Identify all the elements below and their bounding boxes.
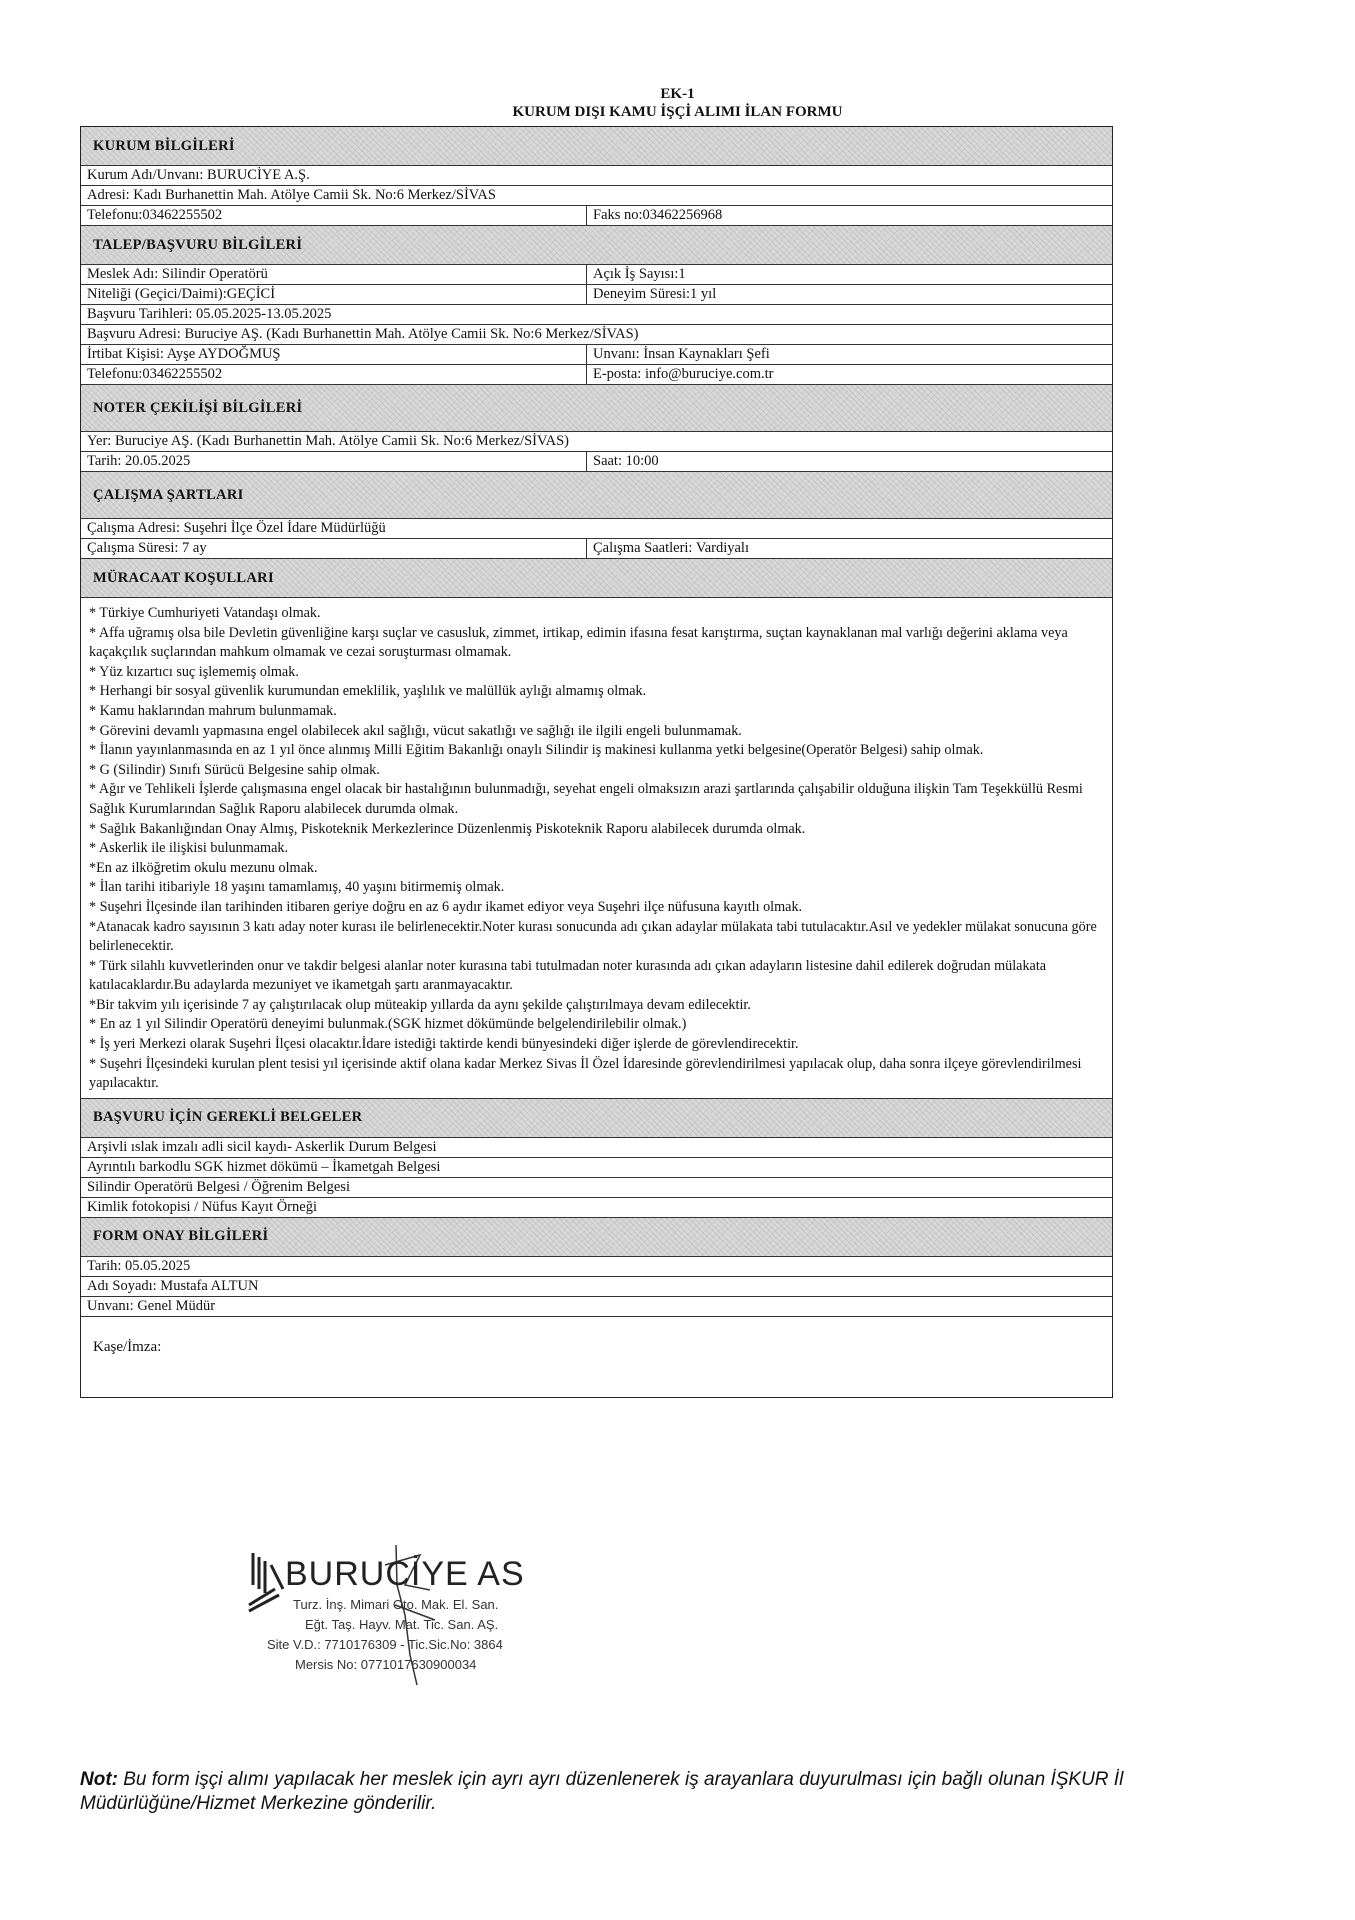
muracaat-conditions xyxy=(81,598,1112,1099)
form-table xyxy=(80,126,1113,1398)
section-kurum-header: KURUM BİLGİLERİ xyxy=(81,127,1112,166)
condition-item: * Kamu haklarından mahrum bulunmamak. xyxy=(89,702,337,719)
talep-iletisim-row: Telefonu:03462255502 E-posta: info@buruciye.com.tr xyxy=(81,365,1112,385)
annex-label: EK-1 xyxy=(660,86,695,102)
condition-item: * İş yeri Merkezi olarak Suşehri İlçesi olacaktır.İdare istediği taktirde kendi bünyesindeki diğer işlerde de görevlendirecektir. xyxy=(89,1036,799,1053)
condition-item: * İlan tarihi itibariyle 18 yaşını tamamlamış, 40 yaşını bitirmemiş olmak. xyxy=(89,879,505,896)
calisma-adres-row: Çalışma Adresi: Suşehri İlçe Özel İdare Müdürlüğü xyxy=(81,519,1112,539)
footer-note xyxy=(80,1768,1280,1816)
condition-item: * Yüz kızartıcı suç işlememiş olmak. xyxy=(89,663,299,680)
condition-item: * Görevini devamlı yapmasına engel olabilecek akıl sağlığı, vücut sakatlığı ve sağlığı ile ilgili engeli bulunmamak. xyxy=(89,722,742,739)
stamp-line: Mersis No: 0771017630900034 xyxy=(295,1657,477,1672)
talep-nitelik-row: Niteliği (Geçici/Daimi):GEÇİCİ Deneyim Süresi:1 yıl xyxy=(81,285,1112,305)
stamp-line: Turz. İnş. Mimari Oto. Mak. El. San. xyxy=(293,1597,499,1612)
onay-adsoyad-row: Adı Soyadı: Mustafa ALTUN xyxy=(81,1277,1112,1297)
company-stamp xyxy=(245,1545,605,1685)
form-title: KURUM DIŞI KAMU İŞÇİ ALIMI İLAN FORMU xyxy=(512,104,843,120)
section-calisma-header: ÇALIŞMA ŞARTLARI xyxy=(81,472,1112,519)
condition-item: * İlanın yayınlanmasında en az 1 yıl önce alınmış Milli Eğitim Bakanlığı onaylı Silindir iş makinesi kullanma yetki belgesine(Operatör Belgesi) sahip olmak. xyxy=(89,742,984,759)
noter-tarih-row: Tarih: 20.05.2025 Saat: 10:00 xyxy=(81,452,1112,472)
belge-item: Kimlik fotokopisi / Nüfus Kayıt Örneği xyxy=(81,1198,1112,1218)
calisma-sure-row: Çalışma Süresi: 7 ay Çalışma Saatleri: Vardiyalı xyxy=(81,539,1112,559)
kurum-telefon-row xyxy=(81,206,1112,226)
condition-item: *En az ilköğretim okulu mezunu olmak. xyxy=(89,859,318,876)
belge-item: Arşivli ıslak imzalı adli sicil kaydı- Askerlik Durum Belgesi xyxy=(81,1138,1112,1158)
kurum-adi-row: Kurum Adı/Unvanı: BURUCİYE A.Ş. xyxy=(81,166,1112,186)
condition-item: * Ağır ve Tehlikeli İşlerde çalışmasına engel olacak bir hastalığının bulunmadığı, seyehat engeli olmaksızın arazi şartlarında çalışabilir olduğuna ilişkin Tam Teşekküllü Resmi Sağlık Kurumlarından Sağlık Raporu alabilecek durumda olmak. xyxy=(89,781,1083,817)
kurum-telefon: Telefonu:03462255502 xyxy=(81,206,587,225)
stamp-logo-text: BURUCİYE AS xyxy=(285,1555,525,1593)
talep-eposta: E-posta: info@buruciye.com.tr xyxy=(593,366,774,382)
condition-item: * Affa uğramış olsa bile Devletin güvenliğine karşı suçlar ve casusluk, zimmet, irtikap, edimin ifasına fesat karıştırma, suçtan kaynaklanan mal varlığı değerini aklama veya kaçakçılık suçlarından mahkum olmamak ve cezai soruşturması olmamak. xyxy=(89,624,1068,661)
condition-item: *Atanacak kadro sayısının 3 katı aday noter kurası ile belirlenecektir.Noter kurası sonucunda adı çıkan adaylar mülakata tabi tutulacaktır.Asıl ve yedekler mülakat sonucuna göre belirlenecektir. xyxy=(89,918,1097,955)
condition-item: * En az 1 yıl Silindir Operatörü deneyimi bulunmak.(SGK hizmet dökümünde belgelendirilebilir olmak.) xyxy=(89,1016,687,1033)
talep-adres-row: Başvuru Adresi: Buruciye AŞ. (Kadı Burhanettin Mah. Atölye Camii Sk. No:6 Merkez/SİVAS) xyxy=(81,325,1112,345)
condition-item: * Herhangi bir sosyal güvenlik kurumundan emeklilik, yaşlılık ve malüllük aylığı almamış olmak. xyxy=(89,683,647,700)
condition-item: *Bir takvim yılı içerisinde 7 ay çalıştırılacak olup müteakip yıllarda da aynı şekilde çalıştırılmaya devam edilecektir. xyxy=(89,996,751,1013)
condition-item: * Sağlık Bakanlığından Onay Almış, Piskoteknik Merkezlerince Düzenlenmiş Piskoteknik Raporu alabilecek durumda olmak. xyxy=(89,820,806,837)
onay-tarih-row: Tarih: 05.05.2025 xyxy=(81,1257,1112,1277)
talep-meslek-row: Meslek Adı: Silindir Operatörü Açık İş Sayısı:1 xyxy=(81,265,1112,285)
stamp-line: Eğt. Taş. Hayv. Mat. Tic. San. AŞ. xyxy=(305,1617,499,1632)
kase-imza-label: Kaşe/İmza: xyxy=(93,1338,162,1355)
section-muracaat-header: MÜRACAAT KOŞULLARI xyxy=(81,559,1112,598)
condition-item: * G (Silindir) Sınıfı Sürücü Belgesine sahip olmak. xyxy=(89,761,380,778)
noter-yer-row: Yer: Buruciye AŞ. (Kadı Burhanettin Mah. Atölye Camii Sk. No:6 Merkez/SİVAS) xyxy=(81,432,1112,452)
kurum-adres-row: Adresi: Kadı Burhanettin Mah. Atölye Camii Sk. No:6 Merkez/SİVAS xyxy=(81,186,1112,206)
stamp-line: Site V.D.: 7710176309 - Tic.Sic.No: 3864 xyxy=(267,1637,503,1652)
condition-item: * Askerlik ile ilişkisi bulunmamak. xyxy=(89,840,289,857)
talep-tarih-row: Başvuru Tarihleri: 05.05.2025-13.05.2025 xyxy=(81,305,1112,325)
belge-item: Silindir Operatörü Belgesi / Öğrenim Belgesi xyxy=(81,1178,1112,1198)
belge-item: Ayrıntılı barkodlu SGK hizmet dökümü – İkametgah Belgesi xyxy=(81,1158,1112,1178)
section-onay-header: FORM ONAY BİLGİLERİ xyxy=(81,1218,1112,1257)
section-talep-header: TALEP/BAŞVURU BİLGİLERİ xyxy=(81,226,1112,265)
condition-item: * Suşehri İlçesinde ilan tarihinden itibaren geriye doğru en az 6 aydır ikamet ediyor veya Suşehri ilçe nüfusuna kayıtlı olmak. xyxy=(89,898,803,915)
condition-item: * Türk silahlı kuvvetlerinden onur ve takdir belgesi alanlar noter kurasına tabi tutulmadan noter kurasında adı çıkan adayların listesine dahil edilerek doğrudan mülakata katılacaklardır.Bu adaylarda mezuniyet ve ikametgah şartı aranmayacaktır. xyxy=(89,957,1047,994)
signature-area xyxy=(81,1317,1112,1397)
section-belgeler-header: BAŞVURU İÇİN GEREKLİ BELGELER xyxy=(81,1099,1112,1138)
condition-item: * Türkiye Cumhuriyeti Vatandaşı olmak. xyxy=(89,605,321,621)
onay-unvan-row: Unvanı: Genel Müdür xyxy=(81,1297,1112,1317)
section-noter-header: NOTER ÇEKİLİŞİ BİLGİLERİ xyxy=(81,385,1112,432)
talep-irtibat-row: İrtibat Kişisi: Ayşe AYDOĞMUŞ Unvanı: İnsan Kaynakları Şefi xyxy=(81,345,1112,365)
kurum-faks: Faks no:03462256968 xyxy=(593,207,723,223)
note-label: Not: xyxy=(80,1769,118,1790)
condition-item: * Suşehri İlçesindeki kurulan plent tesisi yıl içerisinde aktif olana kadar Merkez Sivas İl Özel İdaresinde görevlendirilmesi yapılacak olup, daha sonra ilçeye görevlendirilmesi yapılacaktır. xyxy=(89,1055,1082,1092)
note-text: Bu form işçi alımı yapılacak her meslek için ayrı ayrı düzenlenerek iş arayanlara duyurulması için bağlı olunan İŞKUR İl Müdürlüğüne/Hizmet Merkezine gönderilir. xyxy=(80,1769,1124,1814)
